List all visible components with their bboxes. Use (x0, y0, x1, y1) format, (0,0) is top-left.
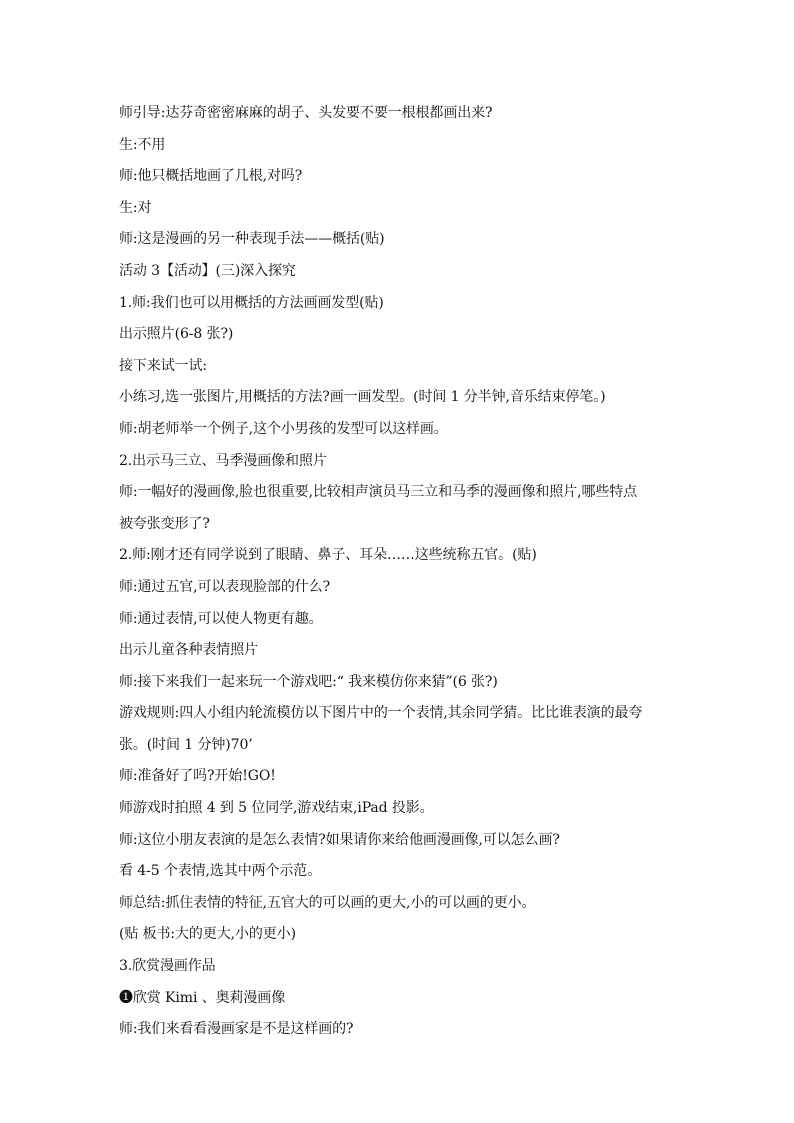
text-line: 师:他只概括地画了几根,对吗? (119, 168, 303, 185)
text-line: 师引导:达芬奇密密麻麻的胡子、头发要不要一根根都画出来? (119, 105, 493, 121)
text-line: 1.师:我们也可以用概括的方法画画发型(贴) (119, 294, 384, 311)
text-line: 生:对 (119, 199, 152, 216)
text-line: 出示照片(6-8 张?) (119, 326, 234, 343)
text-line: 看 4-5 个表情,选其中两个示范。 (119, 863, 322, 880)
text-line: 小练习,选一张图片,用概括的方法?画一画发型。(时间 1 分半钟,音乐结束停笔。) (119, 389, 606, 406)
text-line: 师:准备好了吗?开始!GO! (119, 768, 276, 785)
text-line: 师游戏时拍照 4 到 5 位同学,游戏结束,iPad 投影。 (119, 800, 434, 817)
text-line: ➊欣赏 Kimi 、奥莉漫画像 (119, 989, 286, 1006)
text-line: 2.师:刚才还有同学说到了眼睛、鼻子、耳朵……这些统称五官。(贴) (119, 547, 537, 564)
text-line: 出示儿童各种表情照片 (119, 642, 258, 659)
document-body (119, 98, 689, 1046)
text-line: 师:一幅好的漫画像,脸也很重要,比较相声演员马三立和马季的漫画像和照片,哪些特点 (119, 484, 638, 501)
text-line: (贴 板书:大的更大,小的更小) (119, 926, 296, 943)
text-line: 师:通过五官,可以表现脸部的什么? (119, 578, 330, 595)
text-line: 张。(时间 1 分钟)70’ (119, 736, 253, 753)
text-line: 游戏规则:四人小组内轮流模仿以下图片中的一个表情,其余同学猜。比比谁表演的最夸 (119, 705, 643, 722)
text-line: 师总结:抓住表情的特征,五官大的可以画的更大,小的可以画的更小。 (119, 894, 536, 911)
text-line: 生:不用 (119, 136, 166, 153)
text-line: 被夸张变形了? (119, 515, 210, 532)
activity-heading: 活动 3【活动】(三)深入探究 (119, 262, 296, 279)
text-line: 师:接下来我们一起来玩一个游戏吧:“ 我来模仿你来猜”(6 张?) (119, 673, 498, 690)
text-line: 师:我们来看看漫画家是不是这样画的? (119, 1021, 354, 1038)
text-line: 3.欣赏漫画作品 (119, 958, 216, 975)
text-line: 师:胡老师举一个例子,这个小男孩的发型可以这样画。 (119, 420, 448, 437)
text-line: 师:这位小朋友表演的是怎么表情?如果请你来给他画漫画像,可以怎么画? (119, 831, 560, 848)
text-line: 接下来试一试: (119, 357, 208, 374)
text-line: 师:通过表情,可以使人物更有趣。 (119, 610, 323, 627)
text-line: 师:这是漫画的另一种表现手法——概括(贴) (119, 231, 385, 248)
text-line: 2.出示马三立、马季漫画像和照片 (119, 452, 327, 469)
